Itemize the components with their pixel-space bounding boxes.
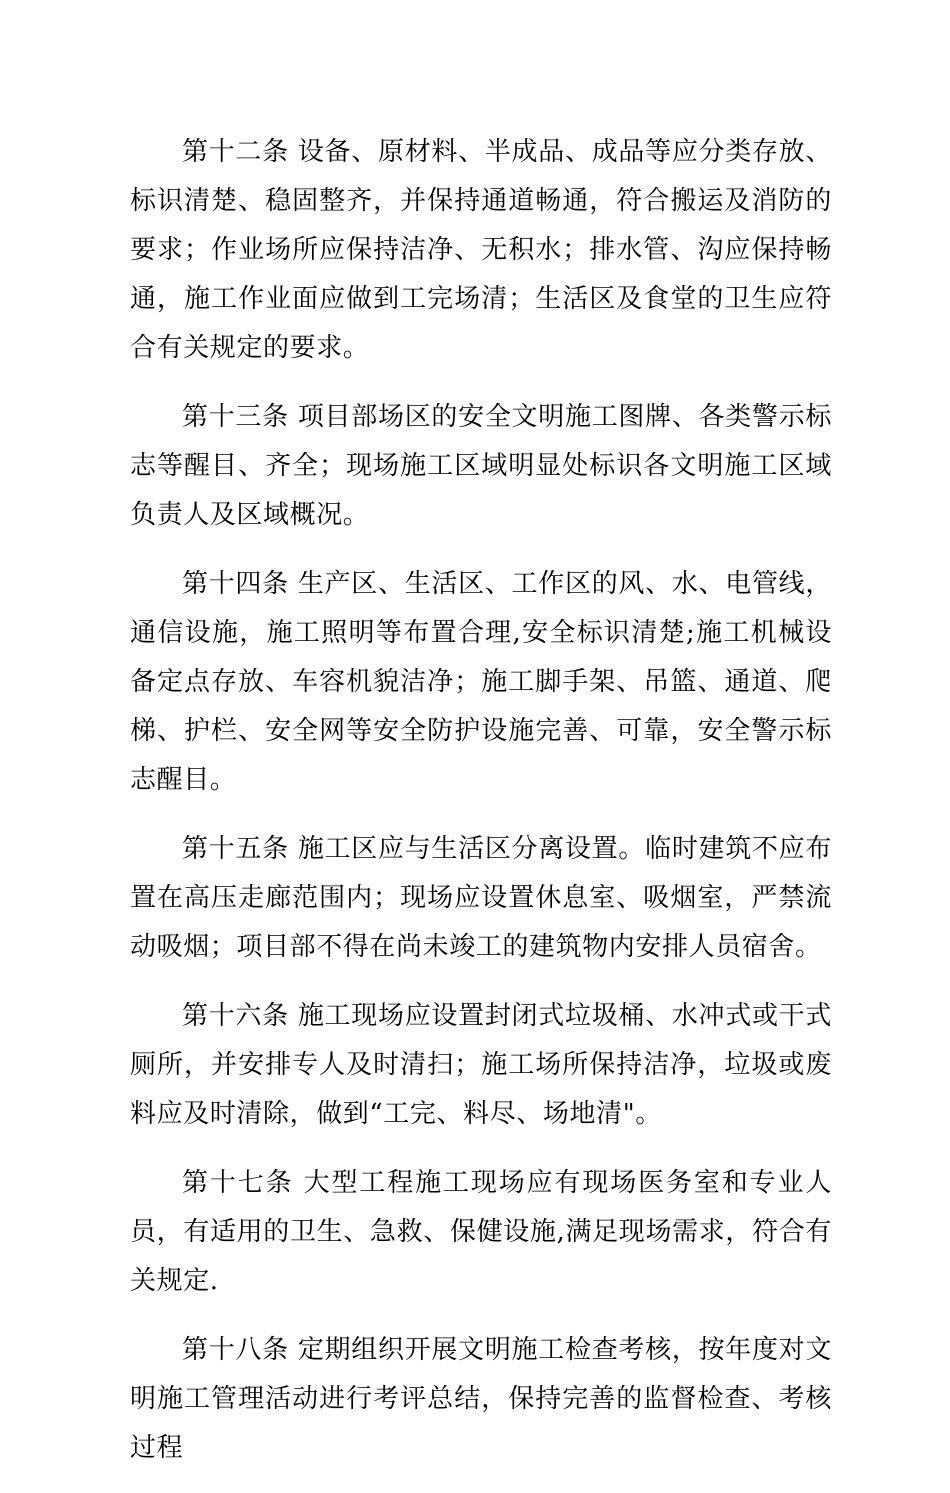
article-12-paragraph: 第十二条 设备、原材料、半成品、成品等应分类存放、标识清楚、稳固整齐，并保持通道畅通，符合搬运及消防的要求；作业场所应保持洁净、无积水；排水管、沟应保持畅通，施工作业面应做到工完场清；生活区及食堂的卫生应符合有关规定的要求。 — [130, 137, 832, 363]
article-14-paragraph: 第十四条 生产区、生活区、工作区的风、水、电管线，通信设施，施工照明等布置合理,安全标识清楚;施工机械设备定点存放、车容机貌洁净；施工脚手架、吊篮、通道、爬梯、护栏、安全网等安全防护设施完善、可靠，安全警示标志醒目。 — [130, 569, 832, 795]
article-18-paragraph: 第十八条 定期组织开展文明施工检查考核，按年度对文明施工管理活动进行考评总结，保持完善的监督检查、考核过程 — [130, 1335, 832, 1463]
article-17-paragraph: 第十七条 大型工程施工现场应有现场医务室和专业人员，有适用的卫生、急救、保健设施,满足现场需求，符合有关规定. — [130, 1168, 832, 1296]
article-16-paragraph: 第十六条 施工现场应设置封闭式垃圾桶、水冲式或干式厕所，并安排专人及时清扫；施工场所保持洁净，垃圾或废料应及时清除，做到“工完、料尽、场地清"。 — [130, 1001, 832, 1129]
document-body — [130, 128, 832, 1493]
article-13-paragraph: 第十三条 项目部场区的安全文明施工图牌、各类警示标志等醒目、齐全；现场施工区域明显处标识各文明施工区域负责人及区域概况。 — [130, 402, 832, 530]
article-15-paragraph: 第十五条 施工区应与生活区分离设置。临时建筑不应布置在高压走廊范围内；现场应设置休息室、吸烟室，严禁流动吸烟；项目部不得在尚未竣工的建筑物内安排人员宿舍。 — [130, 834, 832, 962]
